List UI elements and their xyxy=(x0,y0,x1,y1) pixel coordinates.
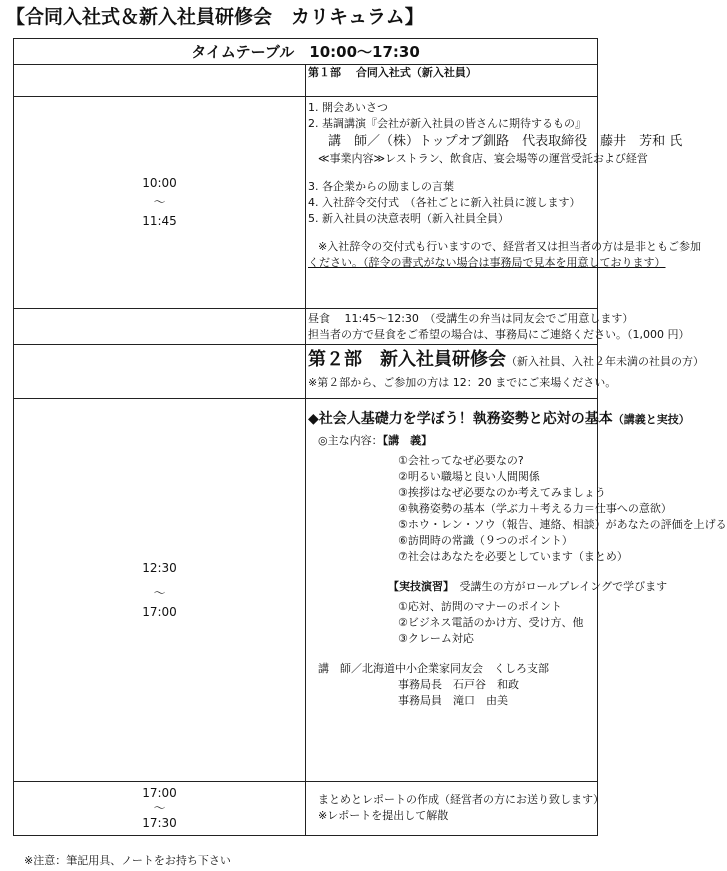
part1-time-end: 11:45 xyxy=(142,214,177,228)
footer-note: ※注意：筆記用具、ノートをお持ち下さい xyxy=(24,854,231,867)
part2-heading-time-cell xyxy=(14,345,306,399)
closing-time-start: 17:00 xyxy=(142,786,177,800)
practice-item: ③クレーム対応 xyxy=(398,632,474,645)
closing-line: ※レポートを提出して解散 xyxy=(318,809,449,822)
part1-time xyxy=(14,97,306,309)
lecture-item: ⑦社会はあなたを必要としています（まとめ） xyxy=(398,550,628,563)
part2-time xyxy=(14,399,306,782)
part1-time-sep: ～ xyxy=(153,195,166,209)
part1-heading-time-cell xyxy=(14,65,306,97)
lecture-item: ②明るい職場と良い人間関係 xyxy=(398,470,540,483)
part2-topic: ◆社会人基礎力を学ぼう！執務姿勢と応対の基本 xyxy=(308,411,613,427)
part2-instructor: 講 師／北海道中小企業家同友会 くしろ支部 xyxy=(318,662,549,675)
contents-label: ◎主な内容： xyxy=(318,434,383,447)
practice-item: ②ビジネス電話のかけ方、受け方、他 xyxy=(398,616,584,629)
part1-time-start: 10:00 xyxy=(142,176,177,190)
part1-line: ※入社辞令の交付式も行いますので、経営者又は担当者の方は是非ともご参加 xyxy=(318,240,701,253)
timetable xyxy=(13,38,727,836)
part2-topic-note: （講義と実技） xyxy=(612,413,690,426)
part1-line: 2. 基調講演『会社が新入社員の皆さんに期待するもの』 xyxy=(308,117,586,130)
practice-note: 受講生の方がロールプレイングで学びます xyxy=(459,580,668,593)
part1-line: 1. 開会あいさつ xyxy=(308,101,388,114)
keynote-speaker: 講 師／（株）トップオブ釧路 代表取締役 藤井 芳和 氏 xyxy=(328,134,683,149)
closing-time-sep: ～ xyxy=(153,801,166,815)
timetable-header: タイムテーブル 10:00～17:30 xyxy=(14,39,598,65)
part2-time-end: 17:00 xyxy=(142,604,177,619)
part2-note: ※第２部から、ご参加の方は 12：20 までにご来場ください。 xyxy=(308,376,617,389)
part1-line: 5. 新入社員の決意表明（新入社員全員） xyxy=(308,212,509,225)
part1-line: ≪事業内容≫レストラン、飲食店、宴会場等の運営受託および経営 xyxy=(318,152,648,165)
part2-heading-cell xyxy=(306,345,704,399)
part1-heading: 第１部 合同入社式（新入社員） xyxy=(306,65,598,97)
part2-time-start: 12:30 xyxy=(142,560,177,575)
closing-content xyxy=(306,782,604,836)
lunch-content xyxy=(306,309,690,345)
lunch-line: 担当者の方で昼食をご希望の場合は、事務局にご連絡ください。（1,000 円） xyxy=(308,328,690,341)
closing-time-end: 17:30 xyxy=(142,816,177,830)
part1-line: ください。（辞令の書式がない場合は事務局で見本を用意しております） xyxy=(308,256,666,269)
practice-label: 【実技演習】 xyxy=(388,580,449,593)
lunch-time-cell xyxy=(14,309,306,345)
closing-time xyxy=(14,782,306,836)
closing-line: まとめとレポートの作成（経営者の方にお送り致します） xyxy=(318,793,604,806)
part2-time-sep: ～ xyxy=(153,585,166,600)
lecture-label: 【講 義】 xyxy=(382,434,433,447)
part2-content xyxy=(306,399,727,782)
practice-item: ①応対、訪問のマナーのポイント xyxy=(398,600,562,613)
staff-member: 事務局長 石戸谷 和政 xyxy=(398,678,519,691)
lunch-line: 昼食 11:45～12:30 （受講生の弁当は同友会でご用意します） xyxy=(308,312,634,325)
part1-line: 4. 入社辞令交付式 （各社ごとに新入社員に渡します） xyxy=(308,196,581,209)
lecture-item: ⑤ホウ・レン・ソウ（報告、連絡、相談）があなたの評価を上げる xyxy=(398,518,727,531)
lecture-item: ⑥訪問時の常識（９つのポイント） xyxy=(398,534,573,547)
part2-heading-note: （新入社員、入社２年未満の社員の方） xyxy=(506,355,704,368)
staff-member: 事務局員 滝口 由美 xyxy=(398,694,508,707)
part2-heading: 第２部 新入社員研修会 xyxy=(308,349,506,370)
page-title: 【合同入社式＆新入社員研修会 カリキュラム】 xyxy=(6,6,424,28)
part1-content xyxy=(306,97,701,309)
lecture-item: ④執務姿勢の基本（学ぶ力＋考える力＝仕事への意欲） xyxy=(398,502,672,515)
part1-line: 3. 各企業からの励ましの言葉 xyxy=(308,180,454,193)
lecture-item: ①会社ってなぜ必要なの? xyxy=(398,454,524,467)
lecture-item: ③挨拶はなぜ必要なのか考えてみましょう xyxy=(398,486,606,499)
